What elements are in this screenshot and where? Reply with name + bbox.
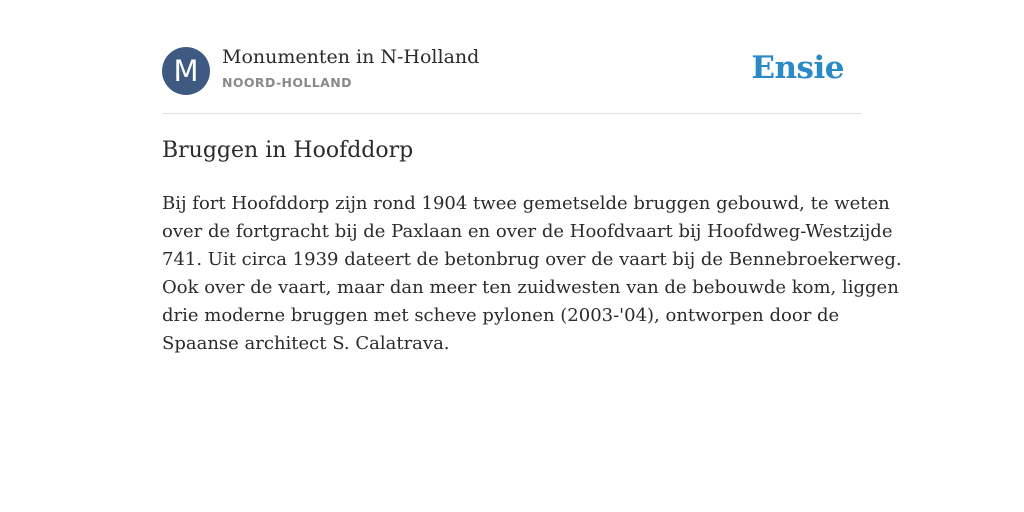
body-line: Bij fort Hoofddorp zijn rond 1904 twee gemetselde bruggen gebouwd, te weten	[162, 193, 890, 214]
definition-card	[162, 40, 902, 354]
source-title-link[interactable]: Monumenten in N-Holland	[222, 46, 480, 68]
article-body	[162, 190, 902, 358]
card-header	[162, 40, 862, 114]
body-line: Spaanse architect S. Calatrava.	[162, 333, 450, 354]
source-subtitle: NOORD-HOLLAND	[222, 75, 352, 90]
ensie-logo[interactable]: Ensie	[751, 50, 844, 86]
body-line: over de fortgracht bij de Paxlaan en over de Hoofdvaart bij Hoofdweg-Westzijde	[162, 221, 893, 242]
avatar[interactable]: M	[162, 47, 210, 95]
page-title: Bruggen in Hoofddorp	[162, 138, 414, 163]
body-line: drie moderne bruggen met scheve pylonen (2003-'04), ontworpen door de	[162, 305, 840, 326]
body-line: Ook over de vaart, maar dan meer ten zuidwesten van de bebouwde kom, liggen	[162, 277, 899, 298]
body-line: 741. Uit circa 1939 dateert de betonbrug over de vaart bij de Bennebroekerweg.	[162, 249, 902, 270]
